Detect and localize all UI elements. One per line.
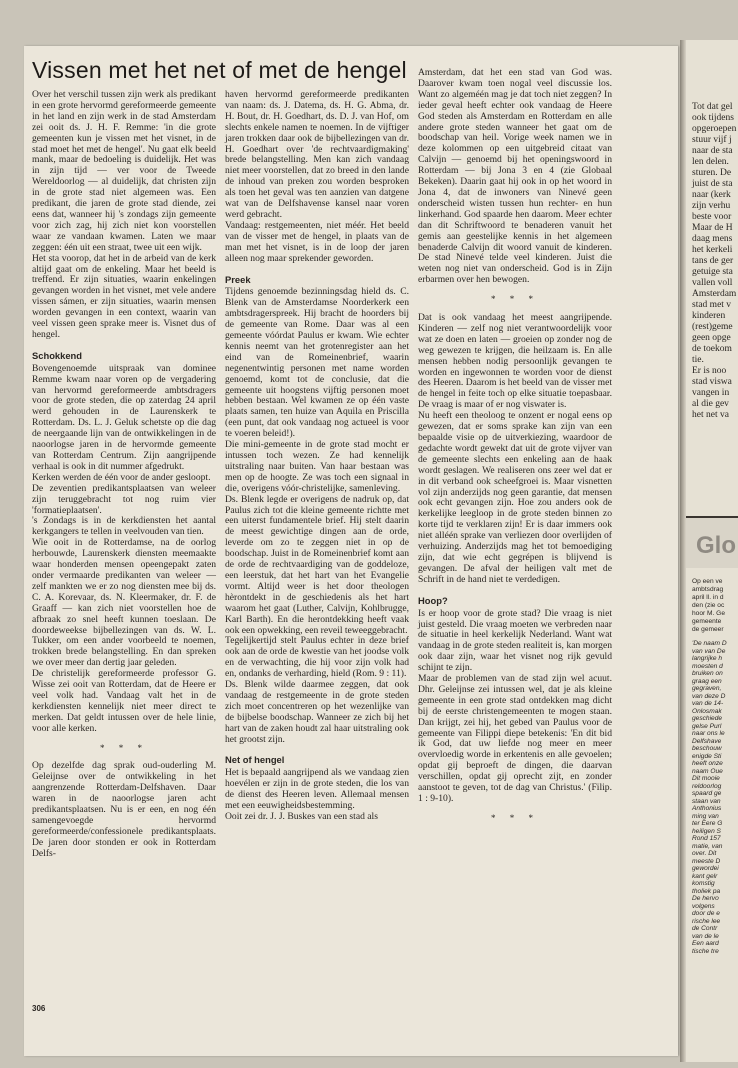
paragraph: Het is bepaald aangrijpend als we vandaag zien hoevélen er zijn in de grote steden, die los van de dienst des Heeren leven. Allemaal mensen met een eeuwigheidsbestemming.	[225, 767, 409, 812]
text-line: geschiede	[692, 715, 723, 722]
text-line: Tot dat gel	[692, 102, 733, 112]
paragraph: Amsterdam, dat het een stad van God was. Daarover kwam toen nogal veel discussie los. Want zo algeméén mag je dat toch niet zeggen? In ieder geval heeft echter ook vandaag de Heere God steden als Amsterdam en Rotterdam en alle andere grote steden wanneer het gaat om de boodschap van heil. Vorige week namen we in deze kolommen op een uitgebreid citaat van Calvijn — genoemd bij het openingswoord in Rotterdam — bij Jona 3 en 4 (zie Globaal Bekeken). Daarin gaat hij ook in op het woord in Jona 4, dat de inwoners van Ninevé geen onderscheid wisten tussen hun rechter- en hun linkerhand. God spaarde hen daarom. Meer echter dan dit Schriftwoord te benaderen vanuit het gemis aan geestelijke kennis in het algemeen benaderde Calvijn dit woord vanuit de kinderen. De stad Ninevé telde veel kinderen. Juist die weten nog niet van onderscheid. God is in Zijn erbarmen over hen bewogen.	[418, 67, 612, 286]
paragraph: Is er hoop voor de grote stad? Die vraag is niet juist gesteld. Die vraag moeten we verbreden naar de situatie in heel kerkelijk Nederland. Want wat vandaag in de grote steden realiteit is, kan morgen ook daar zijn, waar het visnet nog rijk gevuld schijnt te zijn.	[418, 607, 612, 674]
text-line: Maar de H	[692, 223, 733, 233]
text-line: Op een ve	[692, 578, 723, 585]
text-line: Er is noo	[692, 366, 727, 376]
paragraph: Tijdens genoemde bezinningsdag hield ds. C. Blenk van de Amsterdamse Noorderkerk een ambtsdragerspreek. Hij bracht de hoorders bij de gemeente van Rome. Daar was al een gemeente vóórdat Paulus er kwam. Wie echter kennis neemt van het grotenregister aan het eind van de Romeinenbrief, waarin negenentwintig personen met name worden genoemd, komt tot de conclusie, dat die gemeente uit hoogstens vijftig personen moet hebben bestaan. Wel kwamen ze op één vaste plaats samen, ten huize van Aquila en Priscilla (een punt, dat ook vandaag nog actueel is voor te voeren beleid!).	[225, 286, 409, 440]
paragraph: haven hervormd gereformeerde predikanten van naam: ds. J. Datema, ds. H. G. Abma, dr. H. Bout, dr. H. Goedhart, ds. D. J. van Hof, om slechts enkele namen te noemen. In de vijftiger jaren trokken daar ook de bijbellezingen van dr. H. Goedhart over 'de rechtvaardigmaking' brede belangstelling. Men kan zich vandaag niet meer voorstellen, dat zo breed in den lande de inhoud van preken zou worden besproken als toen het geval was ten aanzien van datgene wat van de Delfshavense kansel naar voren werd gebracht.	[225, 89, 409, 220]
paragraph: Dat is ook vandaag het meest aangrijpende. Kinderen — zelf nog niet verantwoordelijk voor wat ze doen en laten — groeien op zonder nog de weg gewezen te krijgen, die heilzaam is. En alle mensen hebben nodig persoonlijk gevangen te worden en ingewonnen te worden voor de dienst des Heeren. Daarom is het beeld van de visser met de hengel in feite toch op elke situatie toepasbaar. De vraag is maar of er nog viswater is.	[418, 312, 612, 411]
text-line: den (zie oc	[692, 602, 725, 609]
text-line: heiligen S	[692, 827, 721, 835]
adjacent-page-text	[692, 102, 738, 421]
text-line: Onlosmak	[692, 707, 722, 715]
text-line: de toekom	[692, 344, 732, 354]
paragraph: Vandaag: restgemeenten, niet méér. Het beeld van de visser met de hengel, in plaats van de man met het visnet, is in de loop der jaren alleen nog maar sprekender geworden.	[225, 219, 409, 264]
text-line: kinderen	[692, 311, 726, 321]
paragraph: Die mini-gemeente in de grote stad mocht er intussen toch wezen. Ze had kennelijk uitstraling naar buiten. Van haar bestaan was men op de hoogte. Ze was toch een signaal in die, overigens vóór-christelijke, samenleving.	[225, 439, 409, 494]
text-line: len delen.	[692, 157, 729, 167]
text-line: naar ons le	[692, 730, 725, 737]
text-line: kant gelr	[692, 872, 718, 880]
text-line: van de le	[692, 932, 719, 940]
text-line: reldoorlog	[692, 782, 722, 790]
paragraph: Nu heeft een theoloog te onzent er nogal eens op gewezen, dat er soms sprake kan zijn van een bepaalde visie op de uitverkiezing, waardoor de gedachte wordt gewekt dat uit de grote vijver van de gemeente slechts een enkeling aan de haak wordt geslagen. We realiseren ons zeer wel dat er in dit verband ook scheefgroei is. Maar visnetten vol zijn anderzijds nog geen garantie, dat mensen ook echt gevangen zijn. Hoe zou anders ook de kerkelijke leegloop in de grote steden binnen zo korte tijd te verklaren zijn! Er is daar immers ook niet alléén sprake van verliezen door overlijden of verhuizing. Anderzijds mag het tot bemoediging zijn, dat wie echt gegrépen is blijvend is gevangen. De afval der heiligen valt met de Schrift in de hand niet te verdedigen.	[418, 410, 612, 585]
text-line: gelse Purl	[692, 722, 722, 730]
text-line: opgeroepen	[692, 124, 737, 134]
section-divider: * * *	[100, 742, 148, 753]
paragraph: Wie ooit in de Rotterdamse, na de oorlog herbouwde, Laurenskerk diensten meemaakte waar honderden mensen opeengepakt zaten onder vermaarde predikanten van weleer — zelf mankten we er zo nog diensten mee bij ds. C. A. Korevaar, ds. N. Kleermaker, dr. F. de Graaff — kan zich niet voorstellen hoe de afbraak zo snel heeft kunnen toeslaan. De doordeweekse bijbellezingen van ds. W. L. Tukker, om een ander voorbeeld te noemen, trokken brede belangstelling. En dan spreken we over meer dan dertig jaar geleden.	[32, 537, 216, 669]
text-line: ambtsdrag	[692, 586, 724, 593]
section-logo: Glo	[696, 532, 736, 559]
text-line: getuige sta	[692, 267, 733, 277]
text-line: beschouw	[692, 745, 722, 752]
paragraph: Ooit zei dr. J. J. Buskes van een stad als	[225, 811, 378, 822]
text-line: gegraven,	[692, 685, 722, 692]
adjacent-page-quote	[692, 640, 738, 955]
text-line: Dit mooie	[692, 775, 720, 782]
paragraph: Ds. Blenk wilde daarmee zeggen, dat ook vandaag de restgemeente in de grote steden zich moet concentreren op het wezenlijke van de bijbelse boodschap. Wanneer ze zich bij het hart van de zaken houdt zal haar uitstraling ook het grootst zijn.	[225, 679, 409, 745]
text-line: Delfshave	[692, 737, 722, 745]
text-line: van de 14-	[692, 700, 724, 707]
paragraph: De zeventien predikantsplaatsen van weleer zijn teruggebracht tot nog ruim vier 'formatieplaatsen'.	[32, 482, 216, 516]
paragraph: Bovengenoemde uitspraak van dominee Remme kwam naar voren op de vergadering van hervormd gereformeerde ambtsdragers voor de grote steden, die op zaterdag 24 april werd gehouden in de Laurenskerk te Rotterdam. Ds. L. J. Geluk schetste op die dag de neergaande lijn van de ontwikkelingen in de naoorlogse jaren in de hervormde gemeente van Rotterdam Centrum. Zijn aangrijpende verhaal is ook in dit nummer afgedrukt.	[32, 362, 216, 472]
subheading-preek: Preek	[225, 273, 251, 285]
text-line: meeste D	[692, 857, 721, 865]
text-line: matie, van	[692, 842, 723, 850]
text-line: ming van	[692, 812, 719, 820]
subheading-hoop: Hoop?	[418, 594, 448, 606]
paragraph: 's Zondags is in de kerkdiensten het aantal kerkgangers te tellen in veelvouden van tien.	[32, 515, 216, 538]
text-line: (rest)geme	[692, 322, 733, 332]
text-line: stuur vijf j	[692, 135, 732, 145]
text-line: door de e	[692, 910, 720, 917]
paragraph: Maar de problemen van de stad zijn wel acuut. Dhr. Geleijnse zei intussen wel, dat je als kleine gemeente in een grote stad ontdekken mag dicht bij de eerste christengemeenten te mogen staan. Dan krijgt, zei hij, het gebed van Paulus voor de gemeente van Filippi diepe betekenis: 'En dit bid ik God, dat uw liefde nog meer en meer overvloedig worde in erkentenis en alle gevoelen; opdat gij beproeft de dingen, die daarvan verschillen, opdat gij oprecht zijt, en zonder aanstoot te geven, tot de dag van Christus.' (Filip. 1 : 9-10).	[418, 673, 612, 804]
text-line: enigde Sti	[692, 752, 722, 760]
text-line: spaard ge	[692, 790, 722, 797]
text-line: tische tre	[692, 947, 719, 955]
paragraph: Kerken werden de één voor de ander gesloopt.	[32, 471, 211, 483]
text-line: staan van	[692, 797, 721, 805]
text-line: hoor M. Ge	[692, 610, 725, 617]
text-line: komstig	[692, 880, 715, 887]
text-line: bruiken on	[692, 670, 723, 677]
text-line: ook tijdens	[692, 113, 734, 123]
paragraph: Over het verschil tussen zijn werk als predikant in een grote hervormd gereformeerde gemeente in het land en zijn werk in de stad Amsterdam zei ooit ds. J. H. F. Remme: 'in die grote gemeenten kun je vissen met het visnet, in de stad moet het met de hengel'. Nu gaat elk beeld mank, maar de bedoeling is duidelijk. Het was in zijn tijd — ver voor de Tweede Wereldoorlog — al duidelijk, dat christen zijn in de grote stad niet algemeen was. Een predikant, die jaren de grote stad diende, zei eens dat, wanneer hij 's zondags zijn gemeente voor zich zag, hij zich niet kon voorstellen waar ze vandaan kwamen. Laten we maar zeggen: één uit een straat, twee uit een wijk.	[32, 89, 216, 253]
text-line: tholiek pa	[692, 887, 721, 895]
text-line: naam Oue	[692, 767, 723, 775]
paragraph: Tegelijkertijd stelt Paulus echter in deze brief ook aan de orde de kwestie van het joodse volk en de verwachting, die hij voor zijn volk had en, ondanks de verharding, hield (Rom. 9 : 11).	[225, 635, 409, 680]
text-line: tans de ger	[692, 256, 734, 266]
adjacent-page-intro	[692, 578, 738, 634]
text-line: tie.	[692, 355, 704, 365]
text-line: stad viswa	[692, 377, 732, 387]
text-line: al die gev	[692, 399, 729, 409]
text-line: Een aard	[692, 940, 719, 947]
adjacent-page-header-box	[686, 516, 738, 568]
subheading-schokkend: Schokkend	[32, 349, 83, 361]
article-column-2	[225, 90, 409, 823]
text-line: van van De	[692, 647, 726, 655]
text-line: naar de sta	[692, 146, 733, 156]
article-column-1	[32, 90, 216, 860]
text-line: gemeente	[692, 618, 722, 625]
text-line: zijn verhu	[692, 201, 731, 211]
text-line: moesten d	[692, 662, 723, 670]
text-line: langrijke h	[692, 655, 723, 662]
text-line: 'De naam D	[692, 640, 727, 647]
paragraph: Op dezelfde dag sprak oud-ouderling M. Geleijnse over de ontwikkeling in het aangrenzende Rotterdam-Delfshaven. Daar waren in de naoorlogse jaren acht predikantsplaatsen. Nu is er een, en nog één samengevoegde hervormd gereformeerde/confessionele predikantsplaats. De jaren door stonden er ook in Rotterdam Delfs-	[32, 760, 216, 859]
paragraph: De christelijk gereformeerde professor G. Wisse zei ooit van Rotterdam, dat de Heere er veel volk had. Vandaag valt het in de kerkdiensten kennelijk niet meer direct te merken. Dat geldt intussen over de hele linie, voor alle kerken.	[32, 668, 216, 734]
text-line: gewordei	[692, 865, 719, 872]
text-line: juist de sta	[692, 179, 733, 189]
section-divider: * * *	[491, 812, 539, 823]
subheading-net-of-hengel: Net of hengel	[225, 754, 285, 766]
text-line: vangen in	[692, 388, 730, 398]
article-title: Vissen met het net of met de hengel	[32, 57, 407, 83]
text-line: daag mens	[692, 234, 733, 244]
text-line: beste voor	[692, 212, 732, 222]
text-line: van deze D	[692, 692, 726, 700]
text-line: Amsterdam	[692, 289, 737, 299]
text-line: heeft onze	[692, 760, 723, 767]
paragraph: Ds. Blenk legde er overigens de nadruk op, dat Paulus zich tot die kleine gemeente richtte met een uiterst fundamentele brief. Hij stelt daarin de meest gewichtige dingen aan de orde, leverde om zo te zeggen niet in op de boodschap. Juist in de Romeinenbrief komt aan de orde de rechtvaardiging van de goddeloze, een leerstuk, dat het hart van het Evangelie vormt. Altijd weer is het door theologen hèrontdekt in de geschiedenis als het hart waarom het gaat (Luther, Calvijn, Kohlbrugge, Karl Barth). En die herontdekking heeft vaak ook een opwekking, een reveil teweeggebracht.	[225, 493, 409, 636]
paragraph: Het sta voorop, dat het in de arbeid van de kerk altijd gaat om de enkeling. Maar het beeld is treffend. Er zijn situaties, waarin enkelingen gevangen worden in het visnet, met vele andere vissen sámen, er zijn situaties, waarin mensen worden gevangen in een context, waarin van veel vissen geen sprake meer is. Visnet dus of hengel.	[32, 252, 216, 340]
text-line: de gemeer	[692, 626, 724, 633]
text-line: het net va	[692, 410, 729, 420]
page-number: 306	[32, 1004, 46, 1013]
text-line: graag een	[692, 677, 722, 685]
text-line: stad met v	[692, 300, 732, 310]
text-line: april ll. in d	[692, 594, 724, 601]
text-line: de Contr	[692, 925, 718, 932]
adjacent-page	[686, 40, 738, 1062]
text-line: over. Dit	[692, 850, 717, 857]
text-line: het kerkeli	[692, 245, 733, 255]
text-line: rische lee	[692, 917, 721, 925]
text-line: vallen voll	[692, 278, 733, 288]
text-line: ter Eere G	[692, 820, 723, 827]
text-line: sturen. De	[692, 168, 732, 178]
text-line: naar (kerk	[692, 190, 731, 200]
text-line: De hervo	[692, 895, 719, 902]
text-line: geen opge	[692, 333, 731, 343]
article-column-3	[418, 68, 612, 832]
text-line: Rond 157	[692, 835, 721, 842]
text-line: volgens	[692, 902, 715, 910]
text-line: Anthonius	[692, 805, 722, 812]
section-divider: * * *	[491, 294, 539, 305]
